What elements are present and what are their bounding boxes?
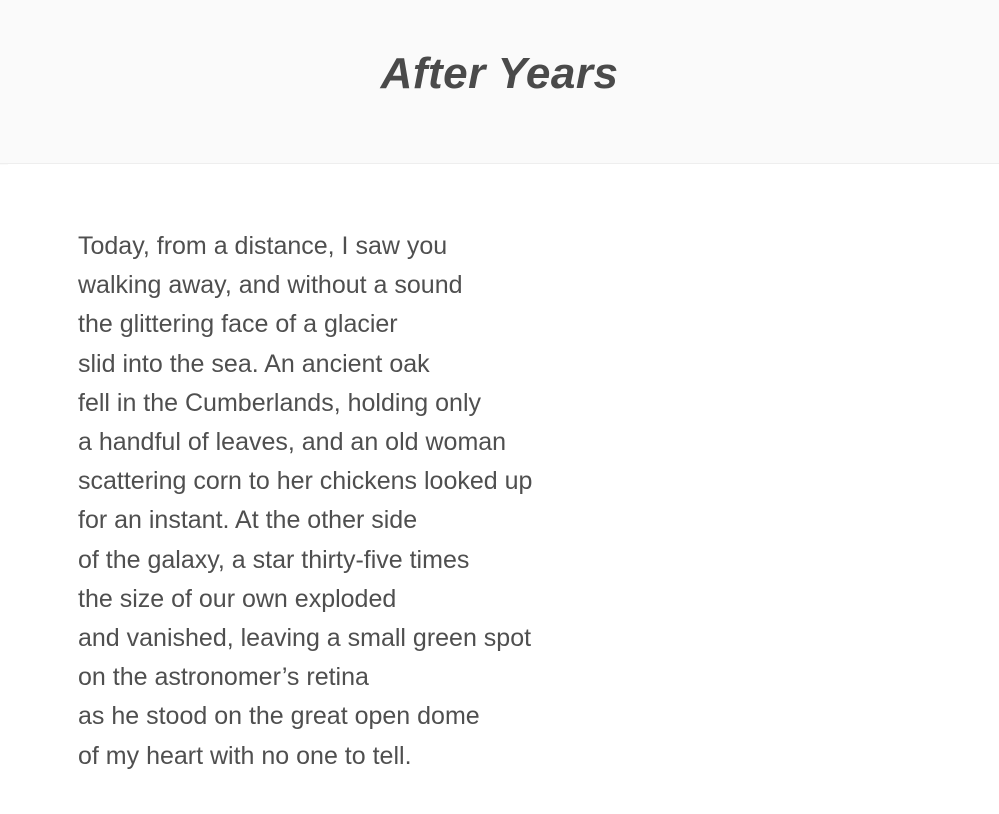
- poem-line: of my heart with no one to tell.: [78, 741, 412, 770]
- page-title: After Years: [380, 49, 619, 98]
- poem-line: the glittering face of a glacier: [78, 310, 398, 339]
- poem-line: scattering corn to her chickens looked up: [78, 467, 533, 496]
- poem-line: the size of our own exploded: [78, 584, 397, 613]
- poem-line: fell in the Cumberlands, holding only: [78, 388, 482, 417]
- page-content: [0, 165, 999, 814]
- poem-line: for an instant. At the other side: [78, 506, 418, 535]
- poem-line: on the astronomer’s retina: [78, 663, 369, 692]
- poem-line: a handful of leaves, and an old woman: [78, 428, 507, 457]
- poem-line: slid into the sea. An ancient oak: [78, 349, 430, 378]
- page-header: [0, 0, 999, 164]
- poem-line: and vanished, leaving a small green spot: [78, 624, 532, 653]
- poem-line: of the galaxy, a star thirty-five times: [78, 545, 470, 574]
- poem-line: walking away, and without a sound: [78, 271, 463, 300]
- poem-line: Today, from a distance, I saw you: [78, 232, 448, 260]
- poem-body: [78, 227, 938, 776]
- poem-line: as he stood on the great open dome: [78, 702, 480, 731]
